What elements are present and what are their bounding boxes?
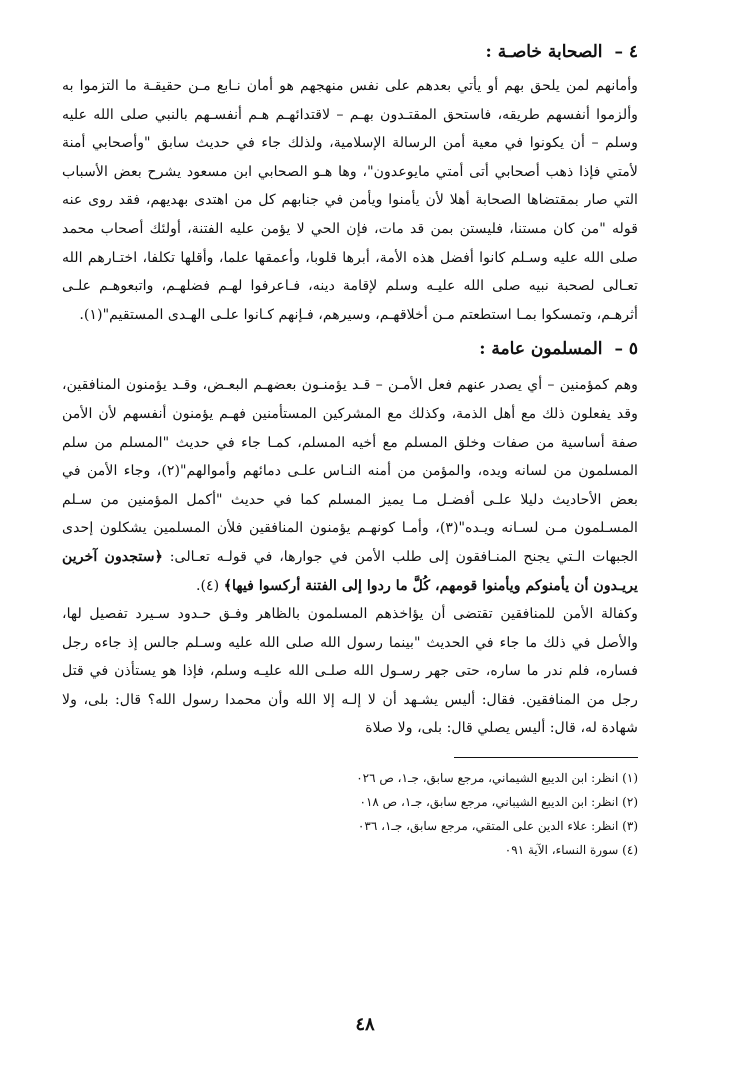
footnotes bbox=[62, 766, 638, 862]
paragraph-muslims-1 bbox=[62, 371, 638, 600]
footnote-4: (٤) سورة النساء، الآية ٠٩١ bbox=[504, 843, 638, 858]
footnote-3: (٣) انظر: علاء الدين على المتقي، مرجع سابق، جـ١، ٠٣٦ bbox=[357, 819, 638, 834]
section-number: ٤ – bbox=[614, 42, 638, 62]
section-number: ٥ – bbox=[614, 339, 638, 360]
footnote-1: (١) انظر: ابن الديبع الشيماني، مرجع سابق، جـ١، ص ٠٢٦ bbox=[356, 771, 638, 786]
paragraph-companions: وأمانهم لمن يلحق بهم أو يأتي بعدهم على نفس منهجهم هو أمان نـابع مـن حقيقـة ما التزموا به وألزموا أنفسهم طريقه، فاستحق المقتـدون بهـم – لاقتدائهـم هـم أنفسـهم بالنبي صلى الله عليه وسلم – أن يكونوا في معية أمن الرسالة الإسلامية، ولذلك جاء في حديث سابق "وأصحابي أمنة لأمتي فإذا ذهب أصحابي أتى أمتي مايوعدون"، وها هـو الصحابي ابن مسعود يشرح بعض الأسباب التي صار بمقتضاها الصحابة أهلا لأن يأمنوا ويأمن في جنابهم كل من اهتدى بهديهم، فقد روى عنه قوله "من كان مستنا، فليستن بمن قد مات، فإن الحي لا يؤمن عليه الفتنة، أولئك أصحاب محمد صلى الله عليه وسـلم كانوا أفضل هذه الأمة، أبرها قلوبا، وأعمقها علما، وأقلها تكلفا، اختـارهم الله تعـالى لصحبة نبيه صلى الله عليـه وسلم لإقامة دينه، فـاعرفوا لهـم فضلهـم، واتبعوهـم علـى أثرهـم، وتمسكوا بمـا استطعتم مـن أخلاقهـم، وسيرهم، فـإنهم كـانوا علـى الهـدى المستقيم"(١). bbox=[62, 78, 638, 323]
section-title: المسلمون عامة : bbox=[479, 339, 603, 360]
paragraph-text: وهم كمؤمنين – أي يصدر عنهم فعل الأمـن – قـد يؤمنـون بعضهـم البعـض، وقـد يؤمنون المنافقين، وقد يفعلون ذلك مع أهل الذمة، وكذلك مع المشركين المستأمنين فهـم يؤمنون أنفسهم لأن الأمن صفة أساسية من صفات وخلق المسلم مع أخيه المسلم، كمـا جاء في حديث "المسلم من سلم المسلمون من لسانه ويده، والمؤمن من أمنه النـاس علـى دمائهم وأموالهم"(٢)، وجاء الأمن في بعض الأحاديث دليلا علـى أفضـل مـا يميز المسلم كما في حديث "أكمل المؤمنين من سـلم المسـلمون مـن لسـانه ويـده"(٣)، وأمـا كونهـم يؤمنون المنافقين فلأن المسلمين يشكلون إحدى الجبهات الـتي يجنح المنـافقون إلى طلب الأمن في جوارها، في قولـه تعـالى: bbox=[62, 377, 638, 565]
footnote-ref: (٤). bbox=[195, 577, 220, 594]
section-heading-muslims bbox=[62, 335, 638, 363]
quran-quote: ﴿ستجدون آخرين يريـدون أن يأمنوكم ويأمنوا قومهم، كُلَّ ما ردوا إلى الفتنة أركسوا فيها﴾ bbox=[62, 548, 638, 594]
section-heading-companions bbox=[62, 38, 638, 66]
page-number: ٤٨ bbox=[355, 1014, 375, 1035]
paragraph-muslims-2: وكفالة الأمن للمنافقين تقتضى أن يؤاخذهم المسلمون بالظاهر وفـق حـدود سـيرد تفصيل لها، والأصل في ذلك ما جاء في الحديث "بينما رسول الله صلى الله عليه وسـلم جالس إذ جاءه رجل فساره، فلم ندر ما ساره، حتى جهر رسـول الله صلـى الله عليـه وسلم، فإذا هو يستأذن في قتل رجل من المنافقين. فقال: أليس يشـهد أن لا إلـه إلا الله وأن محمدا رسول الله؟ قال: بلى، ولا شهادة له، قال: أليس يصلي قال: بلى، ولا صلاة bbox=[62, 606, 638, 737]
section-title: الصحابة خاصـة : bbox=[485, 42, 603, 62]
footnote-divider bbox=[454, 757, 638, 758]
footnote-2: (٢) انظر: ابن الديبع الشيباني، مرجع سابق، جـ١، ص ٠١٨ bbox=[359, 795, 638, 810]
